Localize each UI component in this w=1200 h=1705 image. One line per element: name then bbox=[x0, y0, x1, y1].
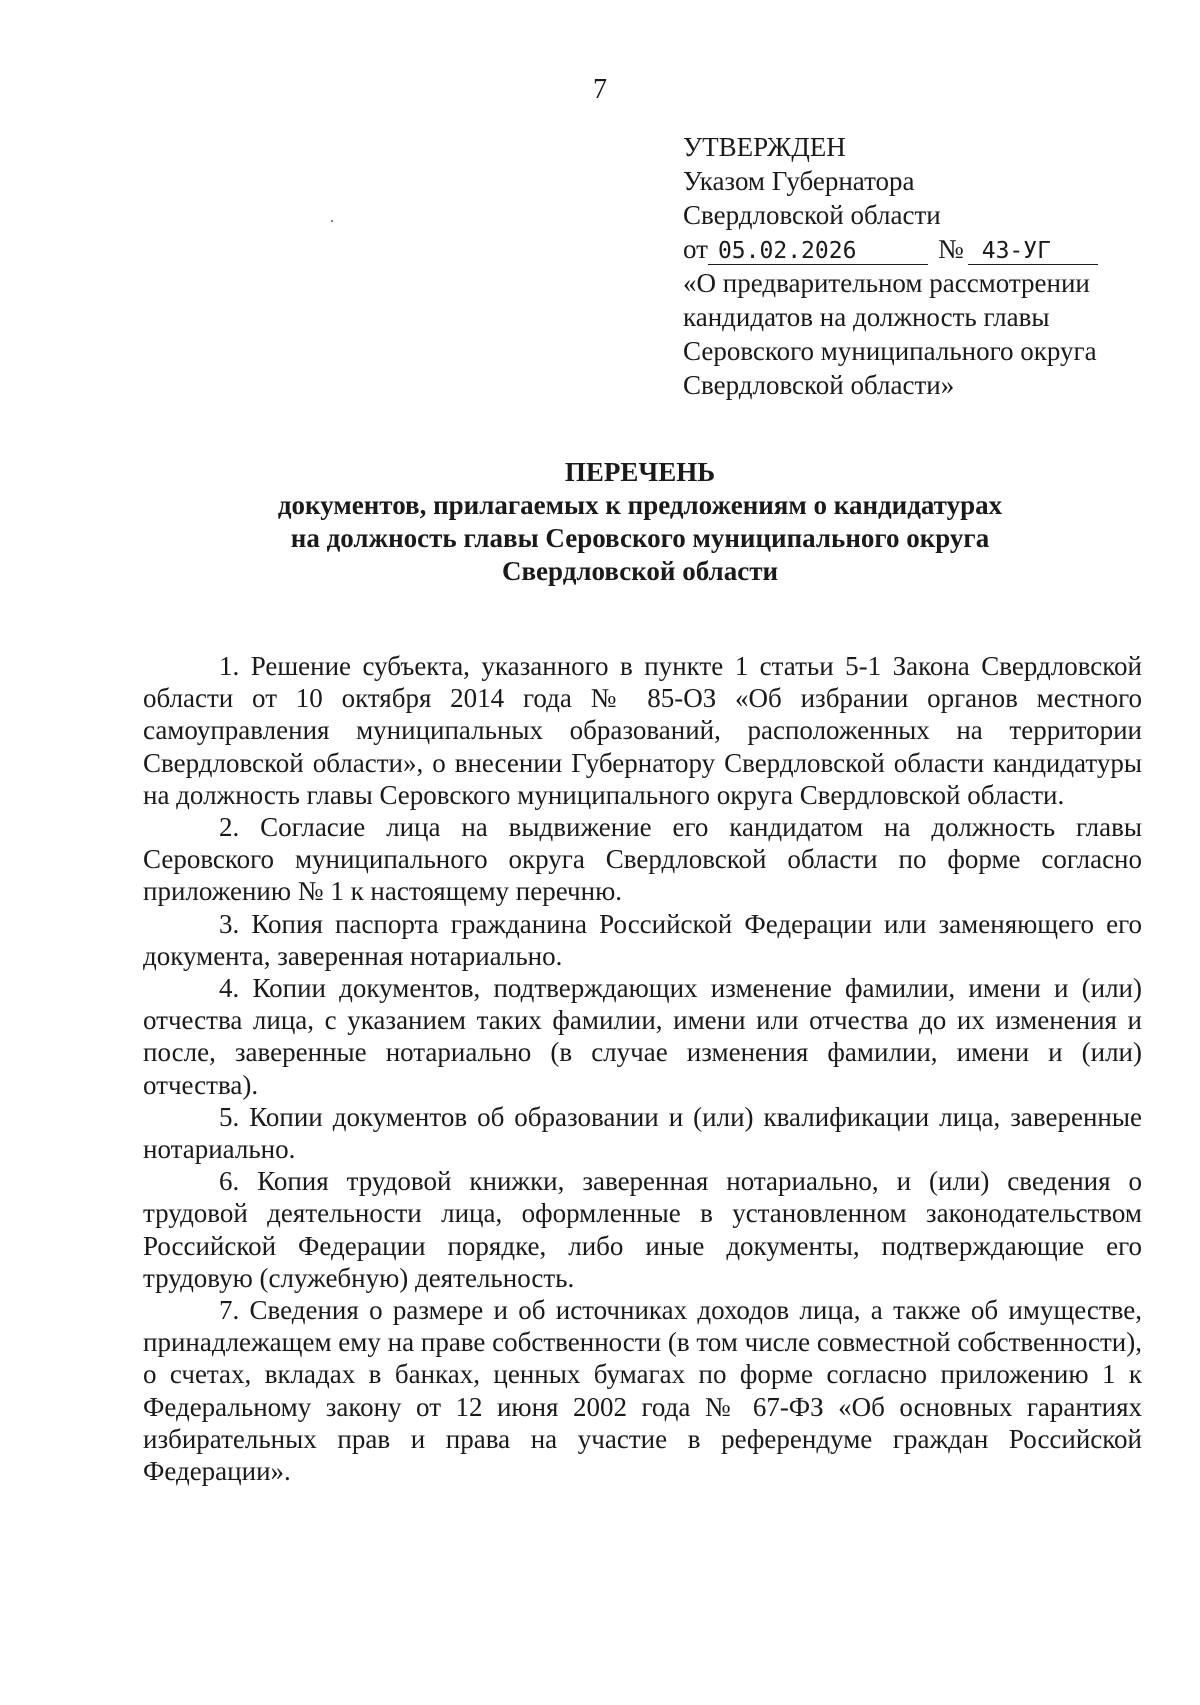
scan-speck bbox=[331, 220, 333, 222]
approval-subject-line: «О предварительном рассмотрении bbox=[683, 268, 1090, 298]
list-item: 5. Копии документов об образовании и (или) квалификации лица, заверенные нотариально. bbox=[143, 1101, 1142, 1165]
decree-date: 05.02.2026 bbox=[708, 238, 928, 265]
approval-date-number-line bbox=[683, 232, 1123, 266]
approval-status: УТВЕРЖДЕН bbox=[683, 132, 846, 162]
document-title bbox=[0, 456, 1200, 588]
document-list bbox=[143, 650, 1142, 1487]
approval-subject-line: кандидатов на должность главы bbox=[683, 302, 1050, 332]
title-line: на должность главы Серовского муниципального округа bbox=[290, 523, 990, 553]
approval-subject-line: Свердловской области» bbox=[683, 370, 955, 400]
list-item: 3. Копия паспорта гражданина Российской Федерации или заменяющего его документа, заверенная нотариально. bbox=[143, 908, 1142, 971]
approval-decree-line: Указом Губернатора bbox=[683, 166, 915, 196]
title-line: Свердловской области bbox=[501, 556, 779, 586]
decree-number: 43-УГ bbox=[968, 238, 1098, 265]
title-line: документов, прилагаемых к предложениям о кандидатурах bbox=[277, 490, 1003, 520]
title-heading: ПЕРЕЧЕНЬ bbox=[564, 457, 716, 487]
approval-region-line: Свердловской области bbox=[683, 200, 941, 230]
page-number: 7 bbox=[593, 74, 607, 105]
list-item: 4. Копии документов, подтверждающих изменение фамилии, имени и (или) отчества лица, с указанием таких фамилии, имени или отчества до их изменения и после, заверенные нотариально (в случае изменения фамилии, имени и (или) отчества). bbox=[143, 973, 1142, 1100]
list-item: 7. Сведения о размере и об источниках доходов лица, а также об имуществе, принадлежащем ему на праве собственности (в том числе совместной собственности), о счетах, вкладах в банках, ценных бумагах по форме согласно приложению 1 к Федеральному закону от 12 июня 2002 года № 67-ФЗ «Об основных гарантиях избирательных прав и права на участие в референдуме граждан Российской Федерации». bbox=[143, 1295, 1142, 1487]
list-item: 2. Согласие лица на выдвижение его кандидатом на должность главы Серовского муниципального округа Свердловской области по форме согласно приложению № 1 к настоящему перечню. bbox=[143, 812, 1142, 907]
approval-subject-line: Серовского муниципального округа bbox=[683, 336, 1097, 366]
approval-stamp-block bbox=[683, 130, 1123, 402]
number-sign: № bbox=[937, 234, 964, 264]
date-prefix: от bbox=[683, 234, 708, 264]
list-item: 6. Копия трудовой книжки, заверенная нотариально, и (или) сведения о трудовой деятельности лица, оформленные в установленном законодательством Российской Федерации порядке, либо иные документы, подтверждающие его трудовую (служебную) деятельность. bbox=[143, 1166, 1142, 1293]
list-item: 1. Решение субъекта, указанного в пункте 1 статьи 5-1 Закона Свердловской области от 10 октября 2014 года № 85-ОЗ «Об избрании органов местного самоуправления муниципальных образований, расположенных на территории Свердловской области», о внесении Губернатору Свердловской области кандидатуры на должность главы Серовского муниципального округа Свердловской области. bbox=[143, 651, 1142, 810]
